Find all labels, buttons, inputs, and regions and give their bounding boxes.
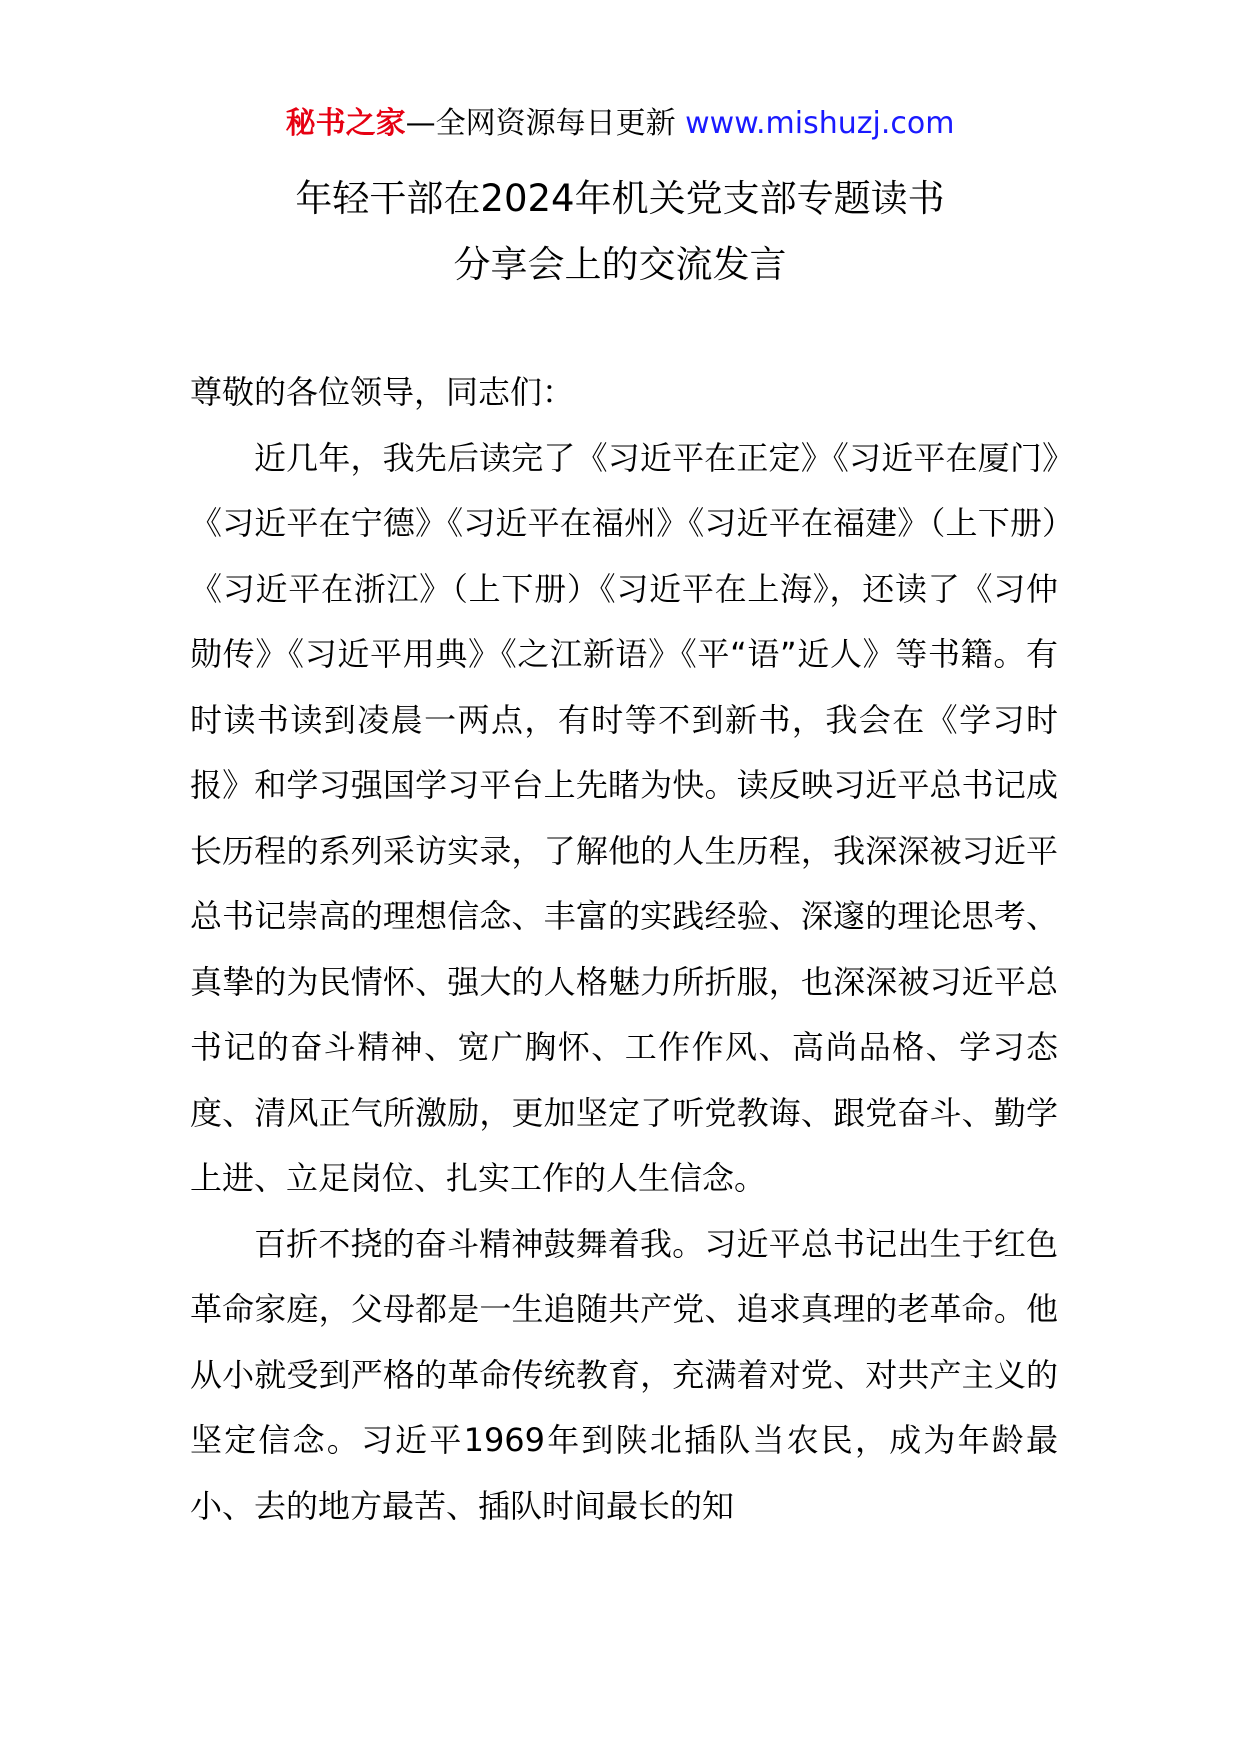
header-tagline: —全网资源每日更新 <box>405 106 686 141</box>
title-line-1: 年轻干部在2024年机关党支部专题读书 <box>295 177 945 220</box>
title-line-2: 分享会上的交流发言 <box>453 243 787 286</box>
site-url-link[interactable]: www.mishuzj.com <box>685 106 955 141</box>
brand-name: 秘书之家 <box>285 106 406 141</box>
document-title <box>0 166 1240 298</box>
paragraph-2: 百折不挠的奋斗精神鼓舞着我。习近平总书记出生于红色革命家庭，父母都是一生追随共产党、追求真理的老革命。他从小就受到严格的革命传统教育，充满着对党、对共产主义的坚定信念。习近平1969年到陕北插队当农民，成为年龄最小、去的地方最苦、插队时间最长的知 <box>190 1224 1058 1525</box>
document-body <box>190 360 1058 1539</box>
paragraph-1: 近几年，我先后读完了《习近平在正定》《习近平在厦门》《习近平在宁德》《习近平在福州》《习近平在福建》（上下册）《习近平在浙江》（上下册）《习近平在上海》，还读了《习仲勋传》《习近平用典》《之江新语》《平“语”近人》等书籍。有时读书读到凌晨一两点，有时等不到新书，我会在《学习时报》和学习强国学习平台上先睹为快。读反映习近平总书记成长历程的系列采访实录，了解他的人生历程，我深深被习近平总书记崇高的理想信念、丰富的实践经验、深邃的理论思考、真挚的为民情怀、强大的人格魅力所折服，也深深被习近平总书记的奋斗精神、宽广胸怀、工作作风、高尚品格、学习态度、清风正气所激励，更加坚定了听党教诲、跟党奋斗、勤学上进、立足岗位、扎实工作的人生信念。 <box>190 438 1058 1197</box>
salutation: 尊敬的各位领导，同志们： <box>190 373 575 411</box>
site-header <box>0 104 1240 144</box>
